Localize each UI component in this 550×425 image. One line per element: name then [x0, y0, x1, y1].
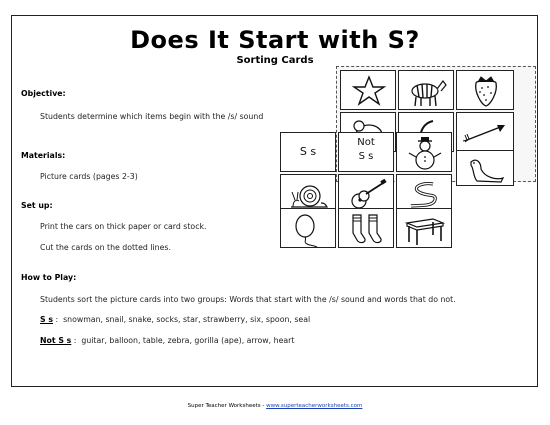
card-header-s: [280, 132, 336, 172]
objective-heading: Objective:: [21, 89, 66, 98]
not-s-words-line: [40, 336, 294, 345]
card-arrow: [456, 112, 514, 152]
s-words-list: snowman, snail, snake, socks, star, strawberry, six, spoon, seal: [63, 315, 311, 324]
how-to-play-text: Students sort the picture cards into two groups: Words that start with the /s/ sound and words that do not.: [40, 295, 456, 304]
card-header-s-label: S s: [299, 145, 317, 158]
how-to-play-heading: How to Play:: [21, 273, 77, 282]
card-zebra: [398, 70, 454, 110]
strawberry-icon: [457, 71, 515, 111]
s-words-line: [40, 315, 310, 324]
card-balloon: [280, 208, 336, 248]
setup-step-1: Print the cars on thick paper or card stock.: [40, 222, 207, 231]
card-strawberry: [456, 70, 514, 110]
s-words-separator: :: [52, 315, 59, 324]
card-star: [340, 70, 396, 110]
star-icon: [341, 71, 397, 111]
card-header-not-s: [338, 132, 394, 172]
socks-icon: [339, 209, 395, 249]
not-s-words-list: guitar, balloon, table, zebra, gorilla (ape), arrow, heart: [81, 336, 295, 345]
setup-step-2: Cut the cards on the dotted lines.: [40, 243, 171, 252]
page-title: Does It Start with S?: [130, 26, 420, 54]
card-snowman: [396, 132, 452, 172]
not-s-words-separator: :: [71, 336, 77, 345]
page-subtitle: Sorting Cards: [236, 55, 314, 66]
setup-heading: Set up:: [21, 201, 53, 210]
snowman-icon: [397, 133, 453, 173]
s-words-label: S s: [40, 315, 53, 324]
table-icon: [397, 209, 453, 249]
footer: [0, 403, 550, 409]
footer-link[interactable]: www.superteacherworksheets.com: [266, 403, 363, 409]
card-table: [396, 208, 452, 248]
materials-text: Picture cards (pages 2-3): [40, 172, 138, 181]
card-header-not-line2: S s: [358, 151, 374, 162]
footer-prefix: Super Teacher Worksheets -: [187, 403, 267, 409]
card-socks: [338, 208, 394, 248]
card-seal: [456, 150, 514, 186]
arrow-icon: [457, 113, 515, 153]
zebra-icon: [399, 71, 455, 111]
materials-heading: Materials:: [21, 151, 66, 160]
not-s-words-label: Not S s: [40, 336, 72, 345]
balloon-icon: [281, 209, 337, 249]
objective-text: Students determine which items begin with the /s/ sound: [40, 112, 264, 121]
seal-icon: [457, 151, 515, 187]
card-header-not-line1: Not: [357, 137, 375, 148]
